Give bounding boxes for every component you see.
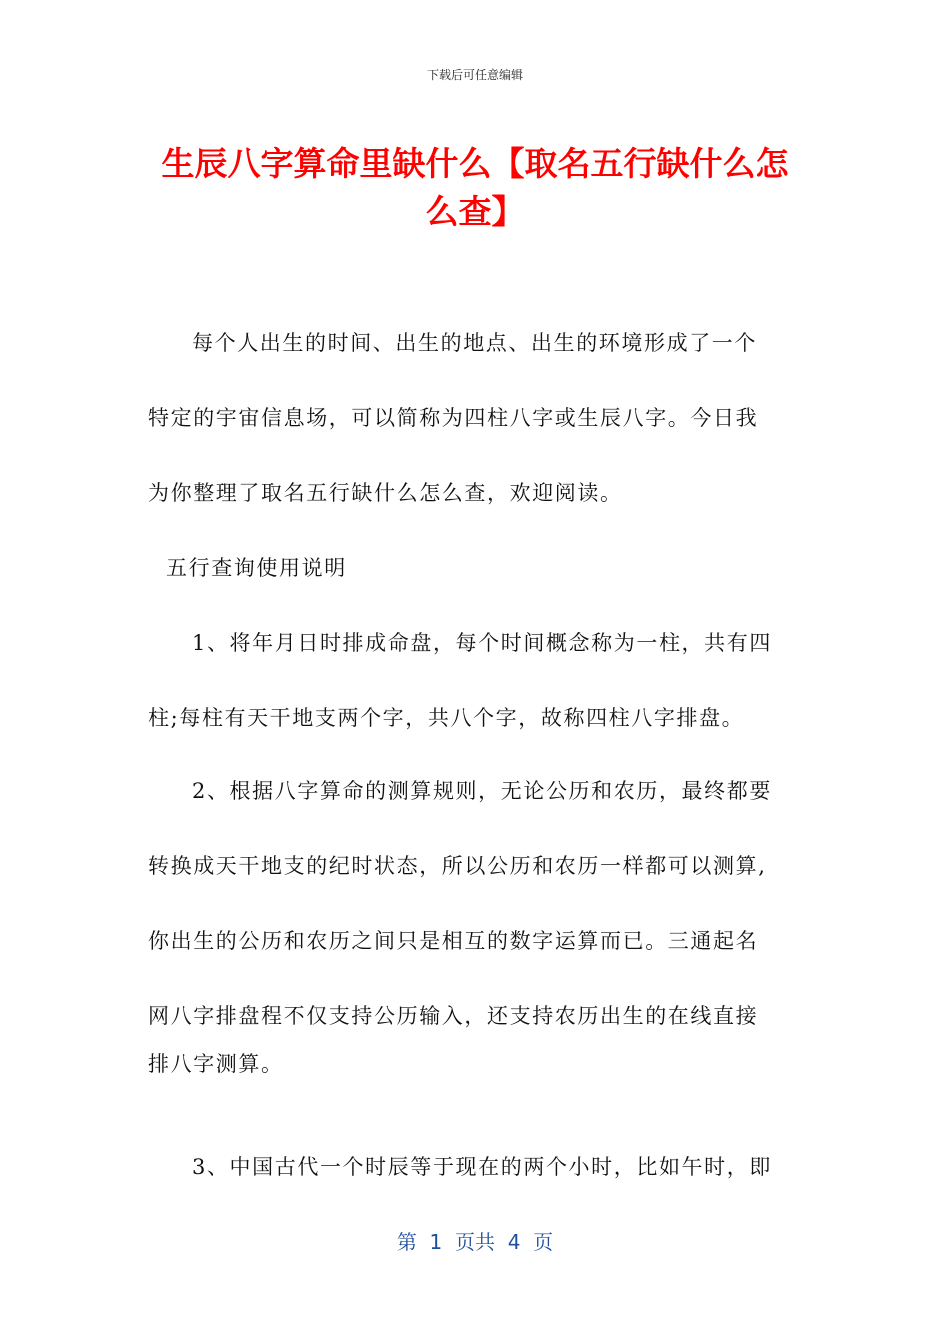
paragraph-3-line-2: 柱;每柱有天干地支两个字，共八个字，故称四柱八字排盘。 [148,706,745,730]
paragraph-4-line-5: 排八字测算。 [148,1052,284,1076]
paragraph-3-line-1: 1、将年月日时排成命盘，每个时间概念称为一柱，共有四 [192,631,772,655]
paragraph-1-line-1: 每个人出生的时间、出生的地点、出生的环境形成了一个 [192,331,757,355]
paragraph-5-line-1: 3、中国古代一个时辰等于现在的两个小时，比如午时，即 [192,1155,772,1179]
title-line-2: 么查】 [425,192,525,231]
header-note: 下载后可任意编辑 [426,68,523,82]
paragraph-1-line-3: 为你整理了取名五行缺什么怎么查，欢迎阅读。 [148,481,623,505]
paragraph-4-line-3: 你出生的公历和农历之间只是相互的数字运算而已。三通起名 [148,929,759,953]
page-footer: 第 1 页共 4 页 [396,1230,554,1254]
document-title [150,140,800,236]
paragraph-4-line-2: 转换成天干地支的纪时状态，所以公历和农历一样都可以测算, [148,854,767,878]
title-line-1: 生辰八字算命里缺什么【取名五行缺什么怎 [161,144,789,183]
paragraph-4-line-4: 网八字排盘程不仅支持公历输入，还支持农历出生的在线直接 [148,1004,759,1028]
paragraph-2-line-1: 五行查询使用说明 [166,556,347,580]
paragraph-4-line-1: 2、根据八字算命的测算规则，无论公历和农历，最终都要 [192,779,772,803]
paragraph-1-line-2: 特定的宇宙信息场，可以简称为四柱八字或生辰八字。今日我 [148,406,759,430]
